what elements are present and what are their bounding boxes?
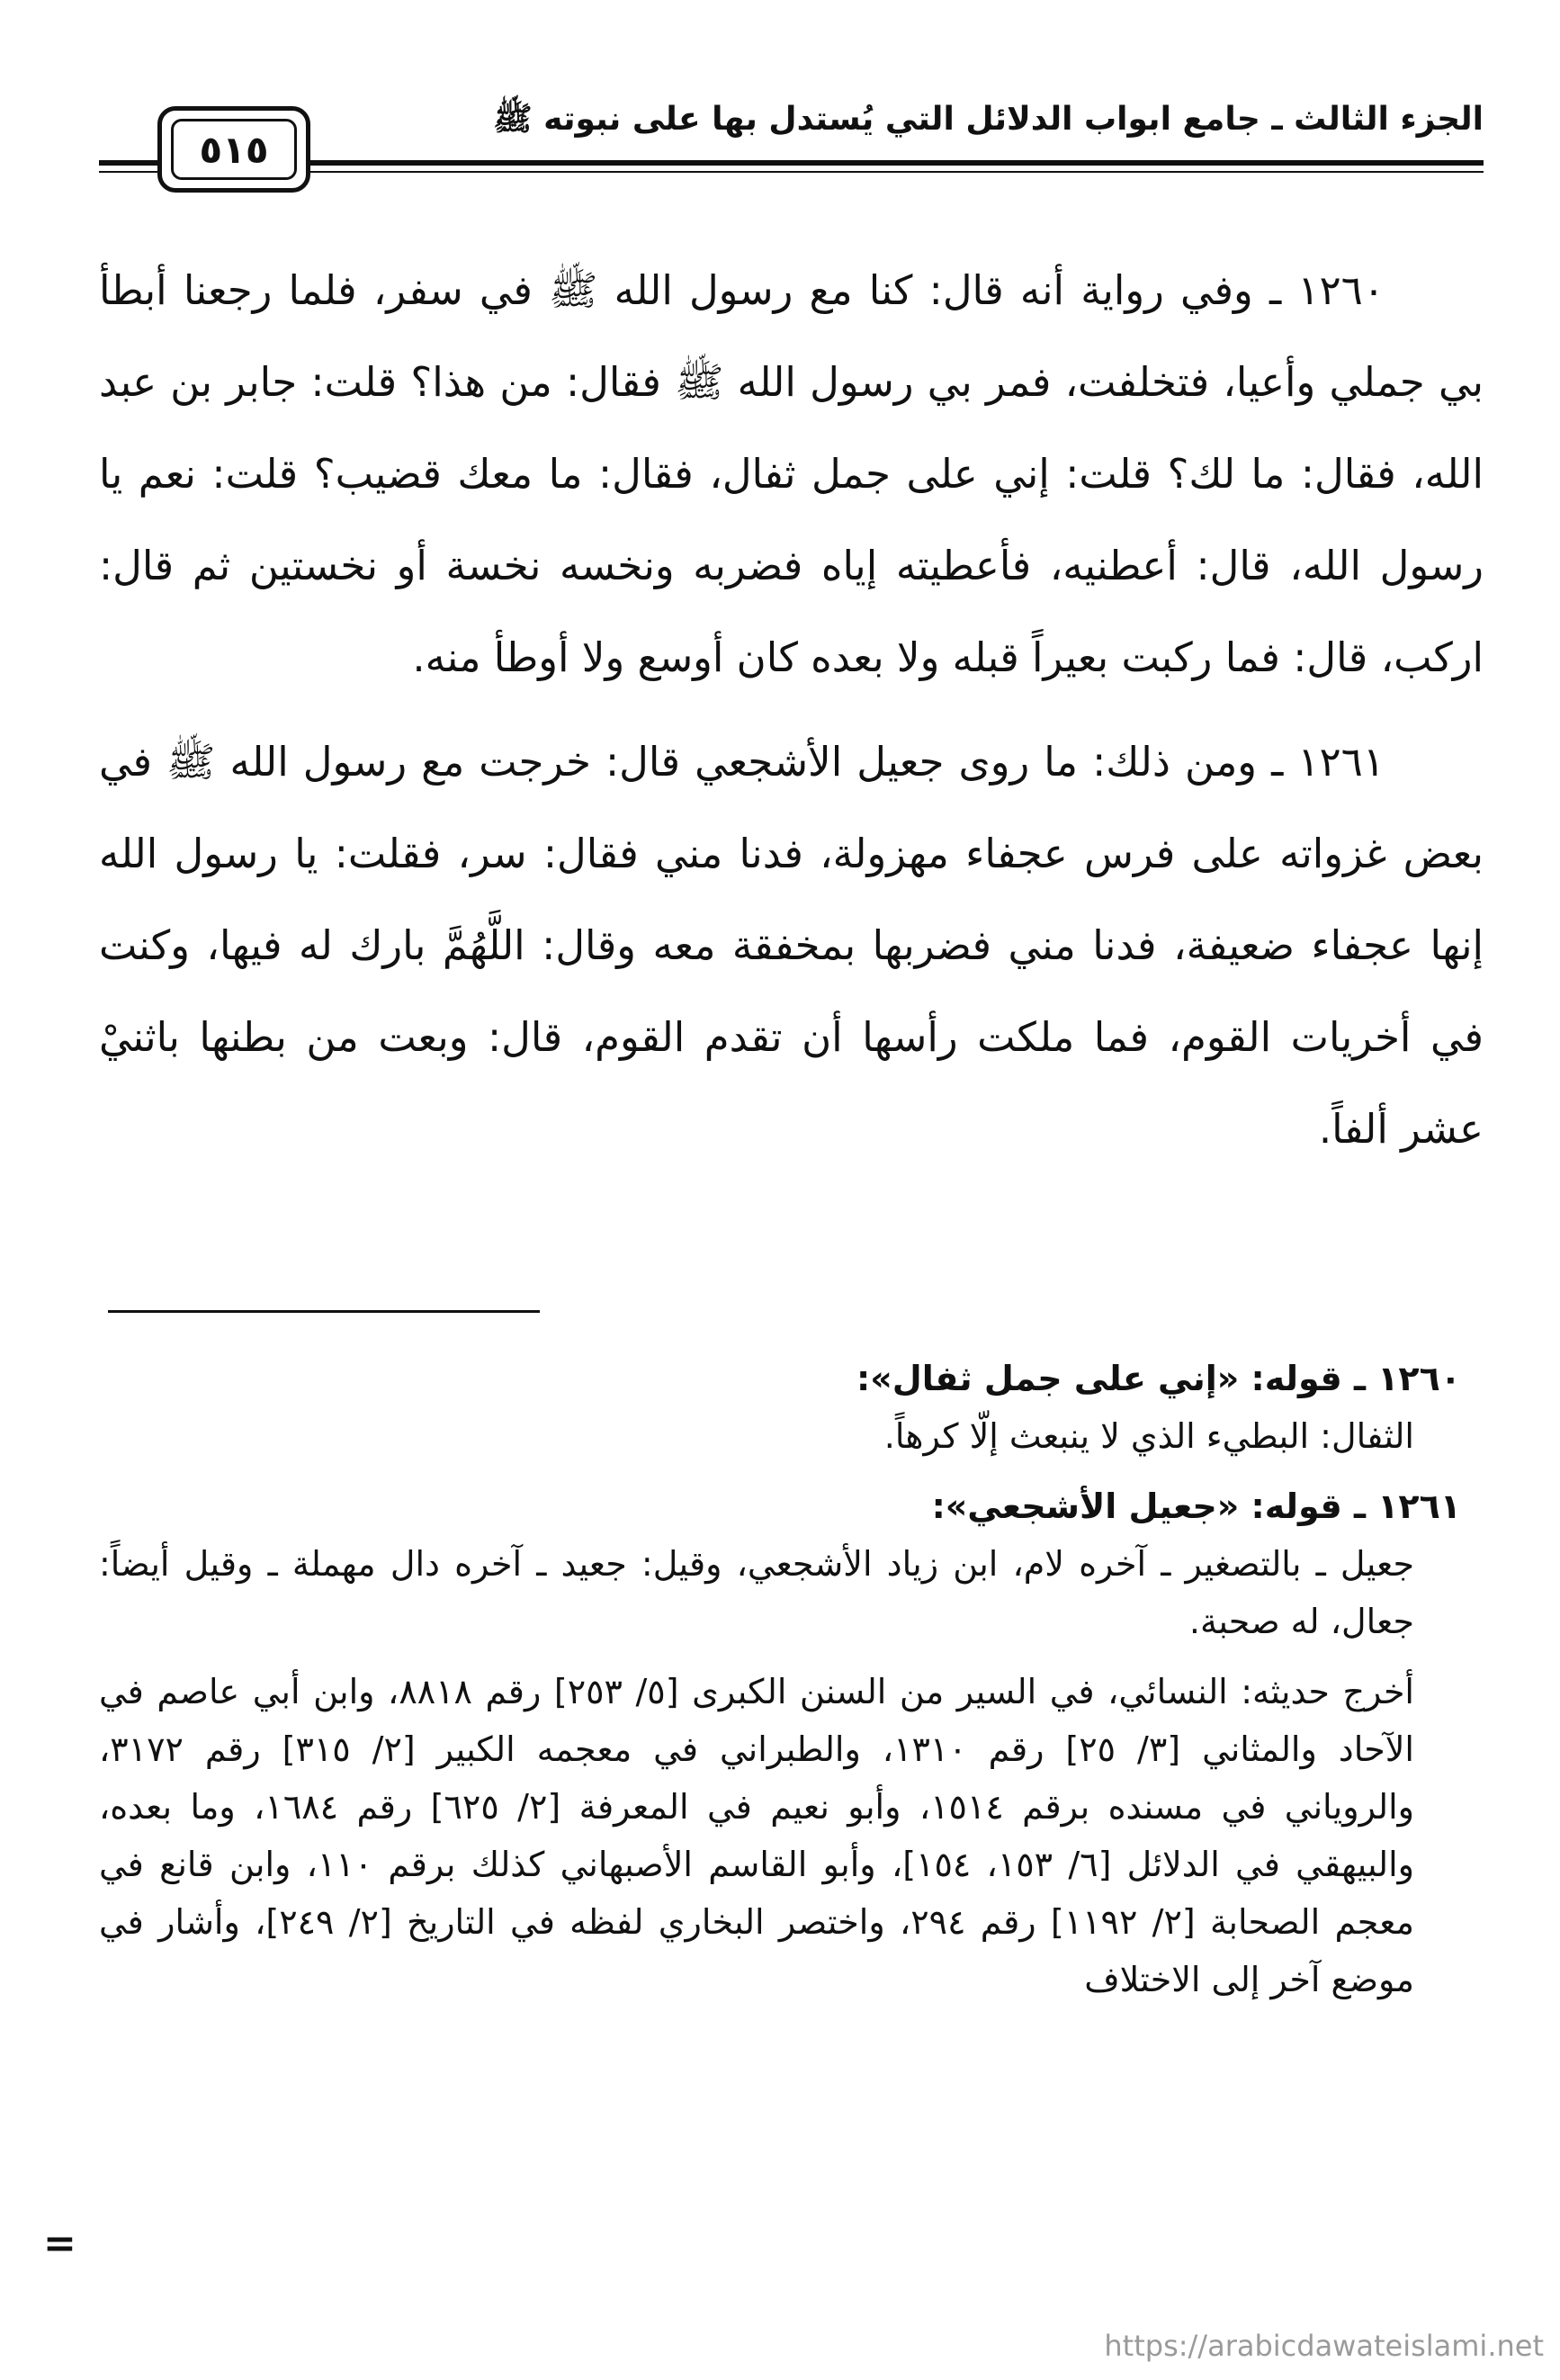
main-text <box>99 245 1484 1175</box>
footnotes <box>99 1350 1461 2008</box>
footnote-1260-text: الثفال: البطيء الذي لا ينبعث إلّا كرهاً. <box>883 1416 1414 1456</box>
continuation-mark: = <box>43 2221 76 2267</box>
watermark-url: https://arabicdawateislami.net <box>1104 2329 1544 2363</box>
running-title: الجزء الثالث ـ جامع ابواب الدلائل التي يُستدل بها على نبوته ﷺ <box>493 101 1484 138</box>
footnote-separator <box>108 1310 540 1313</box>
paragraph-1260: ١٢٦٠ ـ وفي رواية أنه قال: كنا مع رسول الله ﷺ في سفر، فلما رجعنا أبطأ بي جملي وأعيا، فتخلفت، فمر بي رسول الله ﷺ فقال: من هذا؟ قلت: جابر بن عبد الله، فقال: ما لك؟ قلت: إني على جمل ثفال، فقال: ما معك قضيب؟ قلت: نعم يا رسول الله، قال: أعطنيه، فأعطيته إياه فضربه ونخسه نخسة أو نخستين ثم قال: اركب، قال: فما ركبت بعيراً قبله ولا بعده كان أوسع ولا أوطأ منه. <box>99 266 1484 681</box>
page-number: ٥١٥ <box>171 119 297 180</box>
footnote-1261-sources: أخرج حديثه: النسائي، في السير من السنن الكبرى [٥/ ٢٥٣] رقم ٨٨١٨، وابن أبي عاصم في الآحاد والمثاني [٣/ ٢٥] رقم ١٣١٠، والطبراني في معجمه الكبير [٢/ ٣١٥] رقم ٣١٧٢، والروياني في مسنده برقم ١٥١٤، وأبو نعيم في المعرفة [٢/ ٦٢٥] رقم ١٦٨٤، وما بعده، والبيهقي في الدلائل [٦/ ١٥٣، ١٥٤]، وأبو القاسم الأصبهاني كذلك برقم ١١٠، وابن قانع في معجم الصحابة [٢/ ١١٩٢] رقم ٢٩٤، واختصر البخاري لفظه في التاريخ [٢/ ٢٤٩]، وأشار في موضع آخر إلى الاختلاف <box>99 1672 1415 1999</box>
footnote-1261-text: جعيل ـ بالتصغير ـ آخره لام، ابن زياد الأشجعي، وقيل: جعيد ـ آخره دال مهملة ـ وقيل أيضاً: جعال، له صحبة. <box>99 1544 1414 1641</box>
footnote-1260-heading: ١٢٦٠ ـ قوله: «إني على جمل ثفال»: <box>856 1359 1461 1398</box>
footnote-1261-heading: ١٢٦١ ـ قوله: «جعيل الأشجعي»: <box>931 1486 1461 1526</box>
page-number-frame <box>157 106 310 193</box>
paragraph-1261: ١٢٦١ ـ ومن ذلك: ما روى جعيل الأشجعي قال: خرجت مع رسول الله ﷺ في بعض غزواته على فرس عجفاء مهزولة، فدنا مني فقال: سر، فقلت: يا رسول الله إنها عجفاء ضعيفة، فدنا مني فضربها بمخفقة معه وقال: اللَّهُمَّ بارك له فيها، وكنت في أخريات القوم، فما ملكت رأسها أن تقدم القوم، قال: وبعت من بطنها باثنيْ عشر ألفاً. <box>99 738 1484 1153</box>
